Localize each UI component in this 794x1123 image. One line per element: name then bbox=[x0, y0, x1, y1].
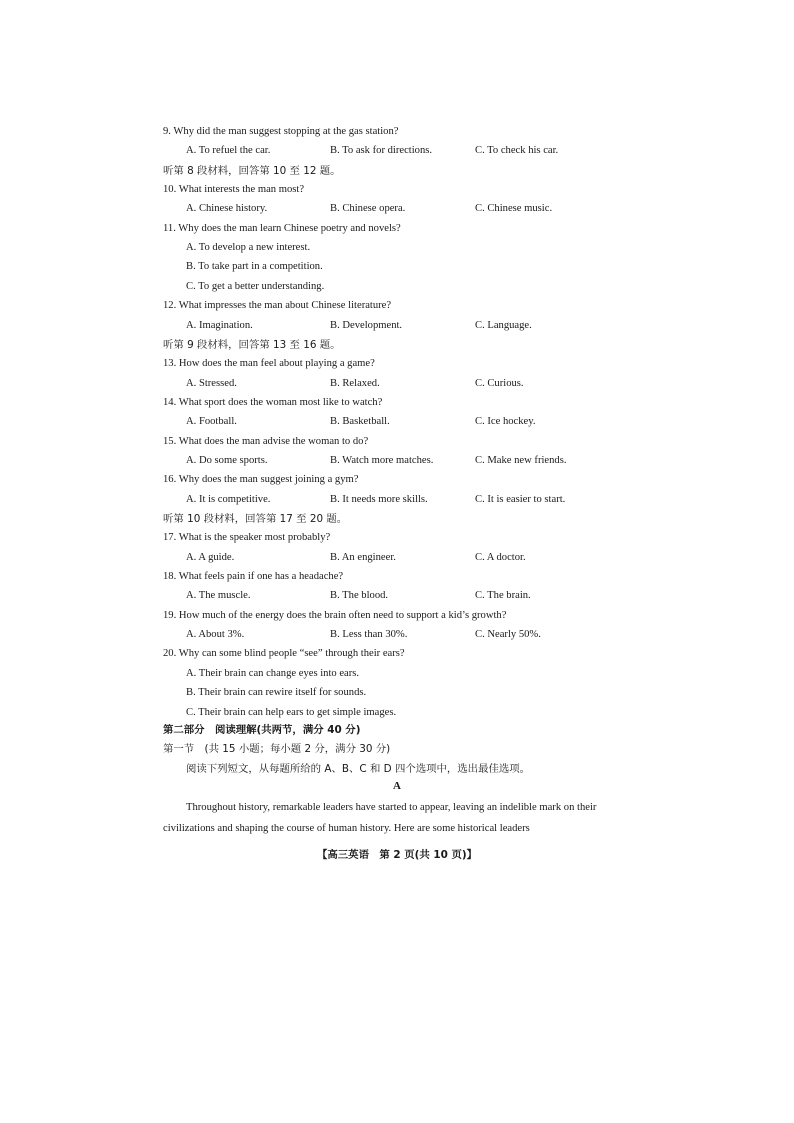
answer-option: B. To ask for directions. bbox=[330, 145, 433, 157]
answer-option: A. To develop a new interest. bbox=[186, 242, 311, 254]
answer-option: A. Imagination. bbox=[186, 319, 253, 331]
answer-option: A. Their brain can change eyes into ears. bbox=[186, 667, 360, 679]
part2-section1: 第一节 (共 15 小题；每小题 2 分，满分 30 分) bbox=[163, 743, 391, 755]
section-heading: 听第 8 段材料，回答第 10 至 12 题。 bbox=[163, 164, 341, 177]
answer-option: A. Do some sports. bbox=[186, 454, 268, 466]
answer-option: C. Curious. bbox=[475, 377, 524, 389]
question-stem: 20. Why can some blind people “see” through their ears? bbox=[163, 648, 405, 660]
answer-option: B. An engineer. bbox=[330, 551, 396, 563]
question-stem: 12. What impresses the man about Chinese literature? bbox=[163, 300, 392, 312]
answer-option: C. Their brain can help ears to get simple images. bbox=[186, 706, 397, 718]
answer-option: B. To take part in a competition. bbox=[186, 261, 323, 273]
answer-option: A. Chinese history. bbox=[186, 203, 268, 215]
passage-label: A bbox=[393, 780, 401, 792]
question-stem: 16. Why does the man suggest joining a gym? bbox=[163, 474, 359, 486]
section-heading: 听第 10 段材料，回答第 17 至 20 题。 bbox=[163, 513, 348, 525]
answer-option: B. Relaxed. bbox=[330, 377, 380, 389]
question-stem: 9. Why did the man suggest stopping at the gas station? bbox=[163, 126, 399, 137]
answer-option: B. The blood. bbox=[330, 590, 389, 602]
answer-option: C. Make new friends. bbox=[475, 454, 567, 466]
answer-option: B. Their brain can rewire itself for sounds. bbox=[186, 687, 367, 699]
answer-option: B. Development. bbox=[330, 319, 403, 331]
page-footer: 【高三英语 第 2 页(共 10 页)】 bbox=[317, 849, 477, 861]
question-stem: 11. Why does the man learn Chinese poetry and novels? bbox=[163, 222, 401, 234]
answer-option: A. It is competitive. bbox=[186, 493, 271, 505]
section-heading: 听第 9 段材料，回答第 13 至 16 题。 bbox=[163, 338, 341, 351]
question-stem: 18. What feels pain if one has a headache? bbox=[163, 571, 344, 583]
answer-option: B. Watch more matches. bbox=[330, 454, 434, 466]
answer-option: B. Basketball. bbox=[330, 416, 390, 428]
part2-title: 第二部分 阅读理解(共两节，满分 40 分) bbox=[163, 724, 361, 736]
answer-option: B. It needs more skills. bbox=[330, 493, 428, 505]
answer-option: C. A doctor. bbox=[475, 551, 526, 563]
part2-instruction: 阅读下列短文，从每题所给的 A、B、C 和 D 四个选项中，选出最佳选项。 bbox=[186, 763, 531, 775]
question-stem: 10. What interests the man most? bbox=[163, 184, 305, 196]
answer-option: C. The brain. bbox=[475, 590, 531, 602]
answer-option: A. Football. bbox=[186, 416, 237, 428]
answer-option: A. About 3%. bbox=[186, 629, 245, 641]
answer-option: C. Ice hockey. bbox=[475, 416, 536, 428]
answer-option: C. To check his car. bbox=[475, 145, 559, 157]
answer-option: C. Language. bbox=[475, 319, 532, 331]
answer-option: C. It is easier to start. bbox=[475, 493, 566, 505]
passage-text: Throughout history, remarkable leaders have started to appear, leaving an indelible mark on their civilizations and shaping the course of human history. Here are some historical leaders bbox=[163, 802, 597, 834]
question-stem: 13. How does the man feel about playing a game? bbox=[163, 358, 375, 370]
answer-option: A. To refuel the car. bbox=[186, 145, 271, 157]
answer-option: C. To get a better understanding. bbox=[186, 280, 325, 292]
answer-option: A. The muscle. bbox=[186, 590, 251, 602]
answer-option: B. Chinese opera. bbox=[330, 203, 406, 215]
answer-option: C. Chinese music. bbox=[475, 203, 553, 215]
answer-option: C. Nearly 50%. bbox=[475, 629, 541, 641]
answer-option: A. Stressed. bbox=[186, 377, 237, 389]
question-stem: 17. What is the speaker most probably? bbox=[163, 532, 331, 544]
answer-option: A. A guide. bbox=[186, 551, 235, 563]
question-stem: 14. What sport does the woman most like to watch? bbox=[163, 396, 383, 408]
question-stem: 15. What does the man advise the woman to do? bbox=[163, 435, 369, 447]
question-stem: 19. How much of the energy does the brain often need to support a kid’s growth? bbox=[163, 609, 507, 621]
answer-option: B. Less than 30%. bbox=[330, 629, 408, 641]
